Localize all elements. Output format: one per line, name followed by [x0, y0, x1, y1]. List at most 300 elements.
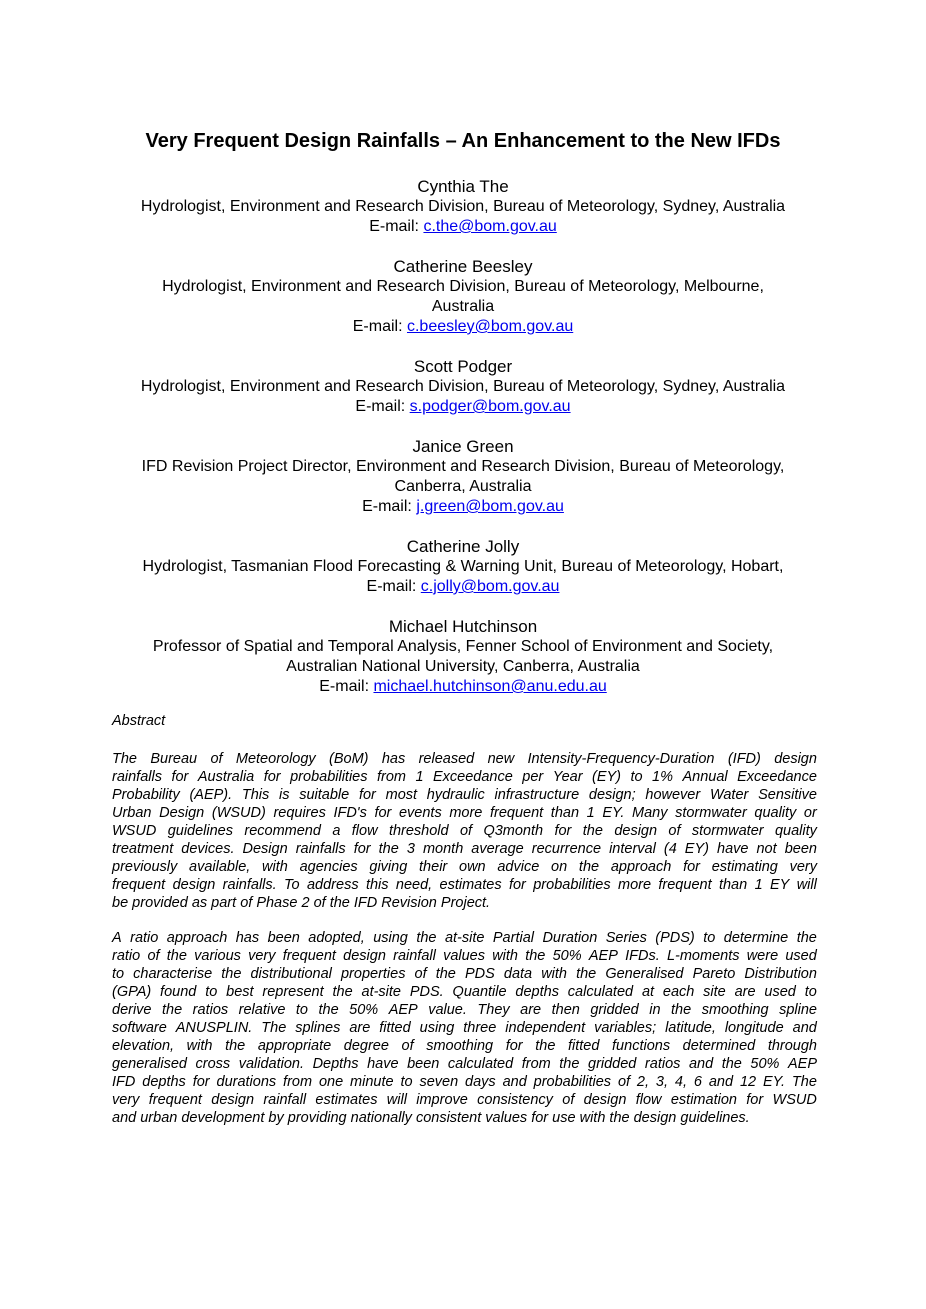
word: new: [487, 751, 515, 767]
abstract-heading: Abstract: [112, 713, 166, 729]
word: design: [343, 948, 386, 964]
word: estimation: [670, 1092, 737, 1108]
word: properties: [340, 966, 406, 982]
word: the: [378, 841, 399, 857]
abstract-line: [112, 1091, 817, 1109]
word: has: [235, 930, 260, 946]
word: AEP: [388, 1002, 418, 1018]
word: EY): [684, 841, 709, 857]
word: Pareto: [692, 966, 736, 982]
author-block: [0, 437, 926, 517]
word: minute: [350, 1074, 394, 1090]
word: the: [609, 1110, 634, 1126]
author-email-link[interactable]: c.jolly@bom.gov.au: [420, 578, 560, 595]
word: approach: [610, 859, 672, 875]
author-block: [0, 617, 926, 697]
word: treatment: [112, 841, 174, 857]
word: derive: [112, 1002, 152, 1018]
author-affiliation: Hydrologist, Environment and Research Division, Bureau of Meteorology, Sydney, Australia: [140, 378, 786, 395]
word: Australia: [197, 769, 255, 785]
word: (WSUD): [211, 805, 266, 821]
word: for: [746, 1092, 764, 1108]
word: with: [492, 948, 518, 964]
word: durations: [216, 1074, 277, 1090]
word: Generalised: [605, 966, 684, 982]
word: Many: [631, 805, 668, 821]
word: data: [503, 966, 533, 982]
author-email-line: [0, 217, 926, 237]
word: for: [192, 1074, 210, 1090]
word: ratios: [192, 1002, 229, 1018]
word: more: [449, 805, 483, 821]
word: site: [703, 984, 726, 1000]
word: recommend: [244, 823, 321, 839]
word: (4: [663, 841, 677, 857]
word: used: [764, 984, 796, 1000]
word: AEP: [787, 1056, 817, 1072]
abstract-line: [112, 822, 817, 840]
word: Intensity-Frequency-Duration: [527, 751, 715, 767]
word: rainfalls: [295, 841, 346, 857]
word: Q3month: [483, 823, 544, 839]
word: to: [295, 1002, 308, 1018]
word: then: [551, 1002, 580, 1018]
word: for: [353, 841, 371, 857]
word: recurrence: [531, 841, 602, 857]
word: Exceedance: [737, 769, 817, 785]
word: PDS.: [409, 984, 444, 1000]
word: gridded: [590, 1002, 639, 1018]
word: has: [381, 751, 406, 767]
author-affiliation: Australia: [431, 298, 495, 315]
word: each: [662, 984, 695, 1000]
author-affiliation: Canberra, Australia: [394, 478, 532, 495]
word: 50%: [349, 1002, 379, 1018]
author-email-line: [0, 577, 926, 597]
word: elevation,: [112, 1038, 175, 1054]
word: Distribution: [744, 966, 817, 982]
word: have: [367, 1056, 399, 1072]
word: IFD's: [333, 805, 367, 821]
email-label: E-mail:: [362, 498, 417, 515]
word: depths: [142, 1074, 186, 1090]
word: Design: [242, 841, 288, 857]
word: and: [688, 1056, 714, 1072]
word: to: [804, 984, 817, 1000]
abstract-line: [112, 1019, 817, 1037]
word: own: [459, 859, 486, 875]
word: variables;: [594, 1020, 657, 1036]
word: The: [112, 751, 137, 767]
word: been: [784, 841, 817, 857]
word: very: [248, 948, 276, 964]
author-block: [0, 537, 926, 597]
word: at-site: [361, 984, 402, 1000]
word: probabilities: [533, 877, 611, 893]
author-block: [0, 257, 926, 337]
word: design: [614, 823, 658, 839]
word: 3,: [655, 1074, 668, 1090]
word: address: [306, 877, 359, 893]
word: the: [576, 966, 597, 982]
word: Series: [605, 930, 647, 946]
email-label: E-mail:: [369, 218, 424, 235]
abstract-line: [112, 1109, 817, 1127]
word: Urban: [112, 805, 152, 821]
author-email-line: [0, 677, 926, 697]
word: suitable: [299, 787, 350, 803]
word: determine: [723, 930, 789, 946]
word: stormwater: [675, 805, 747, 821]
word: urban: [140, 1110, 182, 1126]
abstract-line: [112, 983, 817, 1001]
abstract-line: [112, 804, 817, 822]
word: generalised: [112, 1056, 187, 1072]
word: splines: [295, 1020, 341, 1036]
author-block: [0, 357, 926, 417]
word: use: [552, 1110, 580, 1126]
word: flow: [635, 1092, 662, 1108]
author-email-link[interactable]: s.podger@bom.gov.au: [409, 398, 571, 415]
word: from: [521, 1056, 551, 1072]
author-affiliation: Hydrologist, Environment and Research Division, Bureau of Meteorology, Melbourne,: [162, 278, 764, 295]
word: the: [671, 1002, 692, 1018]
word: been: [267, 930, 300, 946]
word: provided: [132, 895, 192, 911]
word: 2: [301, 895, 314, 911]
word: part: [211, 895, 241, 911]
author-email-link[interactable]: michael.hutchinson@anu.edu.au: [373, 678, 607, 695]
word: the: [225, 1038, 246, 1054]
word: advice: [497, 859, 540, 875]
word: fitted: [379, 1020, 411, 1036]
author-affiliation: IFD Revision Project Director, Environment and Research Division, Bureau of Meteorology,: [141, 458, 785, 475]
word: rainfalls.: [222, 877, 277, 893]
email-label: E-mail:: [352, 318, 407, 335]
word: of: [459, 823, 473, 839]
email-label: E-mail:: [366, 578, 421, 595]
word: spline: [779, 1002, 817, 1018]
word: Water: [709, 787, 749, 803]
abstract-line: [112, 1037, 817, 1055]
word: latitude,: [665, 1020, 716, 1036]
word: calculated: [447, 1056, 514, 1072]
word: WSUD: [112, 823, 157, 839]
word: per: [522, 769, 544, 785]
author-email-line: [0, 317, 926, 337]
word: this: [365, 877, 389, 893]
word: using: [419, 1020, 455, 1036]
word: software: [112, 1020, 167, 1036]
abstract-line: [112, 786, 817, 804]
word: Revision: [381, 895, 441, 911]
word: validation.: [238, 1056, 305, 1072]
word: 50%: [750, 1056, 780, 1072]
word: rainfalls: [112, 769, 162, 785]
author-name: Catherine Jolly: [406, 537, 520, 556]
word: to: [630, 769, 643, 785]
word: month: [422, 841, 464, 857]
author-list: [0, 177, 926, 717]
author-name: Catherine Beesley: [393, 257, 533, 276]
word: values: [485, 1110, 532, 1126]
word: on: [551, 859, 568, 875]
word: to: [112, 966, 125, 982]
word: from: [376, 769, 406, 785]
word: the: [332, 984, 353, 1000]
word: calculated: [567, 984, 634, 1000]
word: To: [284, 877, 300, 893]
word: (EY): [592, 769, 622, 785]
word: average: [471, 841, 524, 857]
word: with: [262, 859, 288, 875]
word: by: [268, 1110, 288, 1126]
word: for: [505, 1038, 523, 1054]
author-email-link[interactable]: j.green@bom.gov.au: [416, 498, 564, 515]
word: AEP: [588, 948, 618, 964]
word: the: [166, 948, 187, 964]
word: using: [373, 930, 408, 946]
word: at-site: [444, 930, 485, 946]
word: approach: [166, 930, 228, 946]
word: ratios: [644, 1056, 681, 1072]
word: frequent: [148, 1092, 202, 1108]
word: will: [386, 1092, 407, 1108]
word: consistency: [477, 1092, 553, 1108]
word: EY.: [762, 1074, 786, 1090]
word: with: [579, 1110, 610, 1126]
word: functions: [612, 1038, 671, 1054]
abstract-line: [112, 768, 817, 786]
word: smoothing: [426, 1038, 494, 1054]
word: determined: [682, 1038, 756, 1054]
word: 1: [586, 805, 595, 821]
word: smoothing: [701, 1002, 769, 1018]
word: than: [550, 805, 580, 821]
author-email-link[interactable]: c.beesley@bom.gov.au: [406, 318, 574, 335]
word: and: [792, 1020, 817, 1036]
abstract-paragraph-2: [112, 929, 817, 1127]
word: frequent: [489, 805, 544, 821]
word: EY.: [602, 805, 625, 821]
abstract-line: [112, 1073, 817, 1091]
word: for: [263, 769, 281, 785]
word: the: [721, 1056, 742, 1072]
author-name: Scott Podger: [413, 357, 513, 376]
word: the: [435, 966, 456, 982]
author-affiliation: Hydrologist, Tasmanian Flood Forecasting & Warning Unit, Bureau of Meteorology, Hobart,: [142, 558, 784, 575]
word: consistent: [415, 1110, 486, 1126]
word: nationally: [350, 1110, 416, 1126]
author-affiliation: Hydrologist, Environment and Research Division, Bureau of Meteorology, Sydney, Australia: [140, 198, 786, 215]
word: probabilities: [533, 1074, 612, 1090]
author-name: Michael Hutchinson: [388, 617, 538, 636]
word: 2,: [636, 1074, 650, 1090]
word: values: [443, 948, 485, 964]
word: 3: [406, 841, 415, 857]
word: quality: [774, 823, 817, 839]
word: for: [554, 823, 572, 839]
word: longitude: [724, 1020, 784, 1036]
word: (PDS): [655, 930, 695, 946]
word: of: [401, 1038, 414, 1054]
word: flow: [351, 823, 378, 839]
word: are: [734, 984, 756, 1000]
paper-title: Very Frequent Design Rainfalls – An Enhancement to the New IFDs: [145, 130, 781, 152]
author-email-line: [0, 397, 926, 417]
word: Sensitive: [758, 787, 817, 803]
word: probabilities: [290, 769, 368, 785]
word: A: [112, 930, 122, 946]
word: previously: [112, 859, 178, 875]
word: infrastructure: [494, 787, 580, 803]
word: ratio: [130, 930, 159, 946]
email-label: E-mail:: [355, 398, 410, 415]
word: Probability: [112, 787, 180, 803]
word: one: [318, 1074, 344, 1090]
word: Design: [159, 805, 205, 821]
word: (IFD): [727, 751, 761, 767]
word: of: [147, 948, 160, 964]
author-email-line: [0, 497, 926, 517]
word: have: [717, 841, 749, 857]
abstract-line: [112, 750, 817, 768]
author-affiliation: Professor of Spatial and Temporal Analysis, Fenner School of Environment and Society,: [152, 638, 774, 655]
author-email-link[interactable]: c.the@bom.gov.au: [423, 218, 557, 235]
word: were: [746, 948, 779, 964]
word: best: [226, 984, 254, 1000]
word: fitted: [568, 1038, 600, 1054]
word: This: [241, 787, 270, 803]
word: cross: [195, 1056, 231, 1072]
word: Partial: [492, 930, 534, 946]
word: frequent: [658, 877, 712, 893]
word: to: [205, 984, 218, 1000]
word: The: [791, 1074, 817, 1090]
word: Year: [552, 769, 583, 785]
word: 6: [693, 1074, 702, 1090]
word: stormwater: [691, 823, 764, 839]
abstract-line: [112, 876, 817, 894]
email-label: E-mail:: [319, 678, 374, 695]
word: threshold: [388, 823, 449, 839]
word: released: [418, 751, 475, 767]
word: represent: [262, 984, 324, 1000]
word: Exceedance: [432, 769, 513, 785]
word: giving: [369, 859, 408, 875]
word: a: [332, 823, 341, 839]
word: providing: [287, 1110, 351, 1126]
word: the: [559, 1056, 580, 1072]
word: relative: [238, 1002, 286, 1018]
word: at: [641, 984, 655, 1000]
word: Meteorology: [235, 751, 316, 767]
word: the: [582, 823, 603, 839]
word: for: [171, 769, 189, 785]
word: design: [583, 1092, 627, 1108]
word: be: [112, 895, 133, 911]
word: estimates: [439, 877, 502, 893]
word: from: [283, 1074, 313, 1090]
word: are: [520, 1002, 542, 1018]
word: quality: [754, 805, 797, 821]
word: The: [261, 1020, 287, 1036]
word: most: [385, 787, 418, 803]
word: for: [683, 859, 700, 875]
word: of: [210, 751, 223, 767]
word: the: [416, 930, 437, 946]
word: improve: [416, 1092, 468, 1108]
word: L-moments: [666, 948, 740, 964]
abstract-line: [112, 858, 817, 876]
word: need,: [395, 877, 433, 893]
author-name: Cynthia The: [417, 177, 509, 196]
author-name: Janice Green: [412, 437, 514, 456]
word: They: [477, 1002, 510, 1018]
word: guidelines.: [680, 1110, 750, 1126]
word: estimating: [711, 859, 778, 875]
word: the: [221, 966, 242, 982]
word: (AEP).: [189, 787, 233, 803]
abstract-line: [112, 1055, 817, 1073]
word: for: [374, 805, 392, 821]
word: degree: [343, 1038, 389, 1054]
word: days: [465, 1074, 496, 1090]
word: devices.: [181, 841, 235, 857]
word: in: [649, 1002, 661, 1018]
word: 1%: [652, 769, 674, 785]
word: very: [789, 859, 817, 875]
word: Bureau: [150, 751, 198, 767]
word: their: [419, 859, 448, 875]
word: used: [785, 948, 817, 964]
word: the: [796, 930, 817, 946]
word: available,: [189, 859, 251, 875]
word: appropriate: [257, 1038, 332, 1054]
word: design;: [588, 787, 636, 803]
word: frequent: [112, 877, 166, 893]
word: seven: [419, 1074, 459, 1090]
word: as: [191, 895, 212, 911]
abstract-line: [112, 965, 817, 983]
word: value.: [428, 1002, 467, 1018]
word: 1: [415, 769, 424, 785]
word: agencies: [299, 859, 358, 875]
word: to: [703, 930, 716, 946]
word: of: [240, 895, 257, 911]
word: the: [329, 895, 354, 911]
word: requires: [273, 805, 326, 821]
word: the: [535, 1038, 556, 1054]
word: three: [463, 1020, 497, 1036]
abstract-line: [112, 929, 817, 947]
word: the: [578, 859, 600, 875]
word: of: [617, 1074, 631, 1090]
word: than: [718, 877, 748, 893]
word: independent: [505, 1020, 586, 1036]
author-affiliation: Australian National University, Canberra, Australia: [286, 658, 640, 675]
word: IFDs.: [625, 948, 660, 964]
word: are: [349, 1020, 371, 1036]
word: design: [633, 1110, 681, 1126]
word: Project.: [440, 895, 491, 911]
word: not: [756, 841, 777, 857]
word: estimates: [315, 1092, 378, 1108]
word: found: [160, 984, 197, 1000]
word: rainfall: [263, 1092, 307, 1108]
word: rainfall: [393, 948, 436, 964]
word: (GPA): [112, 984, 152, 1000]
